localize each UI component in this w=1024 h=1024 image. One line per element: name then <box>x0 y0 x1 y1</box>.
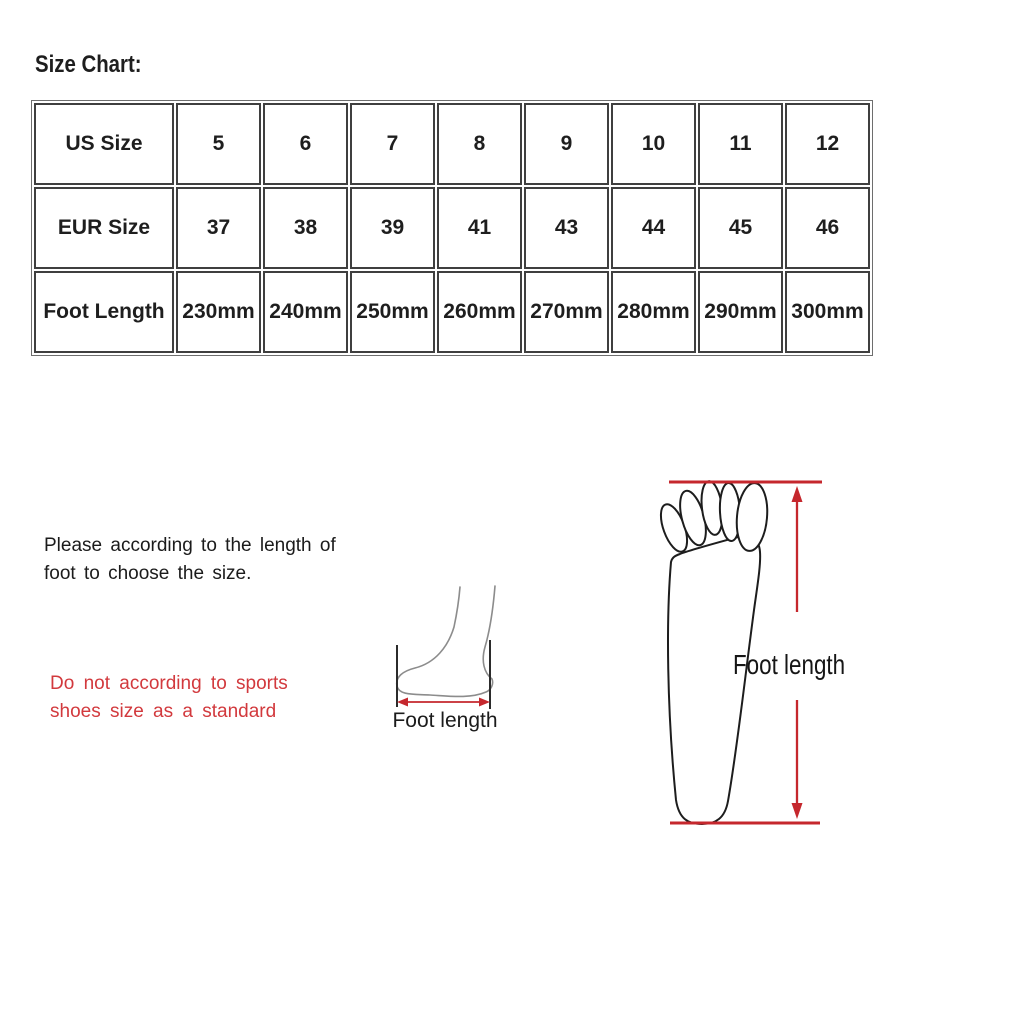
big-toe <box>734 482 770 552</box>
table-cell: 43 <box>524 187 609 269</box>
page-title: Size Chart: <box>35 51 142 78</box>
table-cell: 5 <box>176 103 261 185</box>
foot-sole-diagram <box>650 470 865 832</box>
table-cell: 46 <box>785 187 870 269</box>
table-cell: 12 <box>785 103 870 185</box>
arrowhead-up-icon <box>792 486 803 502</box>
table-cell: 6 <box>263 103 348 185</box>
table-row-us-size <box>34 103 870 185</box>
table-cell: 230mm <box>176 271 261 353</box>
foot-length-label-small: Foot length <box>392 709 498 732</box>
table-row-eur-size <box>34 187 870 269</box>
table-cell: 270mm <box>524 271 609 353</box>
instruction-line-2: foot to choose the size. <box>44 563 252 584</box>
row-header-foot-length: Foot Length <box>34 271 174 353</box>
arrowhead-left-icon <box>397 698 408 707</box>
arrowhead-right-icon <box>479 698 490 707</box>
row-header-us-size: US Size <box>34 103 174 185</box>
instruction-note <box>44 532 336 588</box>
table-cell: 9 <box>524 103 609 185</box>
table-row-foot-length <box>34 271 870 353</box>
arrowhead-down-icon <box>792 803 803 819</box>
warning-line-2: shoes size as a standard <box>50 701 277 722</box>
warning-line-1: Do not according to sports <box>50 673 288 694</box>
row-header-eur-size: EUR Size <box>34 187 174 269</box>
foot-side-view-drawing <box>378 585 512 713</box>
table-cell: 250mm <box>350 271 435 353</box>
table-cell: 290mm <box>698 271 783 353</box>
table-cell: 260mm <box>437 271 522 353</box>
table-cell: 240mm <box>263 271 348 353</box>
foot-length-label-large: Foot length <box>733 649 846 680</box>
table-cell: 8 <box>437 103 522 185</box>
table-cell: 44 <box>611 187 696 269</box>
instruction-line-1: Please according to the length of <box>44 535 336 556</box>
table-cell: 41 <box>437 187 522 269</box>
foot-side-outline <box>397 586 495 697</box>
table-cell: 45 <box>698 187 783 269</box>
table-cell: 280mm <box>611 271 696 353</box>
table-cell: 11 <box>698 103 783 185</box>
table-cell: 10 <box>611 103 696 185</box>
size-chart-table <box>31 100 873 356</box>
table-cell: 37 <box>176 187 261 269</box>
table-cell: 38 <box>263 187 348 269</box>
foot-side-view-diagram <box>378 585 512 737</box>
table-cell: 39 <box>350 187 435 269</box>
warning-note <box>50 670 288 726</box>
table-cell: 300mm <box>785 271 870 353</box>
table-cell: 7 <box>350 103 435 185</box>
